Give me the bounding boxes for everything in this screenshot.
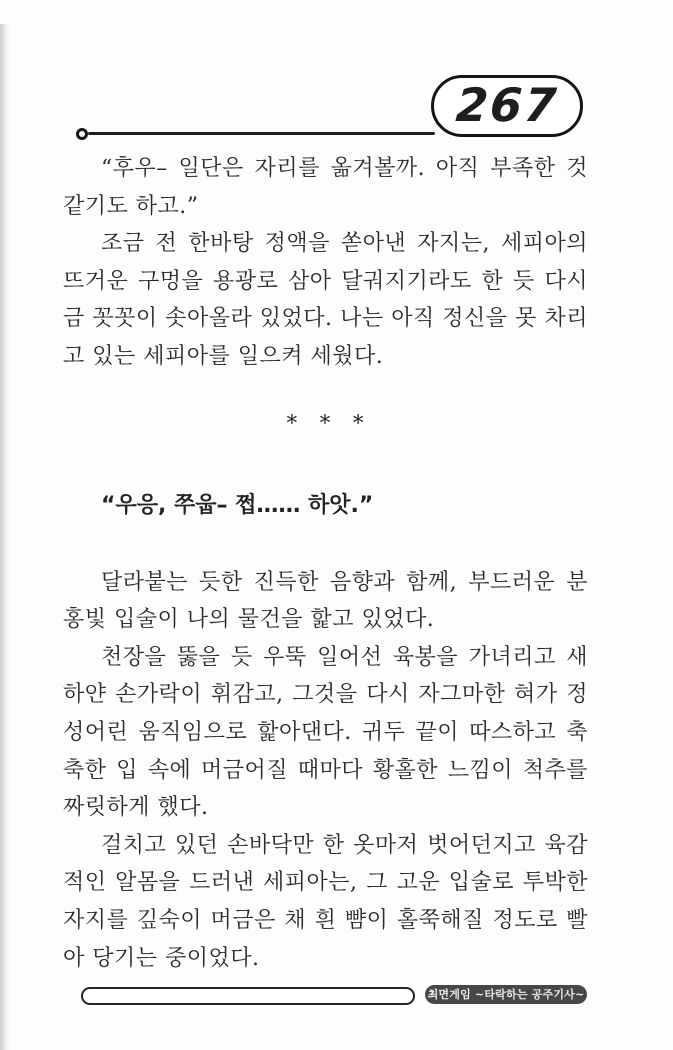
page-body — [63, 150, 588, 977]
page-number-box — [431, 75, 583, 137]
paragraph-narration: 걸치고 있던 손바닥만 한 옷마저 벗어던지고 육감적인 알몸을 드러낸 세피아는, 그 고운 입술로 투박한 자지를 깊숙이 머금은 채 흰 뺨이 홀쭉해질 정도로 빨아 당기는 중이었다. — [63, 832, 588, 971]
header-rule-ring-icon — [76, 128, 88, 140]
series-title-badge — [425, 985, 587, 1004]
paragraph-narration: 천장을 뚫을 듯 우뚝 일어선 육봉을 가녀리고 새하얀 손가락이 휘감고, 그것을 다시 자그마한 혀가 정성어린 움직임으로 핥아댄다. 귀두 끝이 따스하고 축축한 입 속에 머금어질 때마다 황홀한 느낌이 척추를 짜릿하게 했다. — [63, 644, 588, 821]
header-rule — [88, 132, 435, 135]
paragraph-dialogue-bold: “우응, 쭈웁– 쩝…… 하앗.” — [101, 492, 374, 518]
paragraph-narration: 달라붙는 듯한 진득한 음향과 함께, 부드러운 분홍빛 입술이 나의 물건을 핥고 있었다. — [63, 569, 588, 633]
series-title-label: 최면게임 ~타락하는 공주기사~ — [427, 988, 585, 1001]
scene-separator: * * * — [286, 410, 365, 435]
paragraph-dialogue: “후우– 일단은 자리를 옮겨볼까. 아직 부족한 것 같기도 하고.” — [63, 156, 588, 219]
scan-edge-shadow — [0, 24, 11, 1050]
page-number: 267 — [454, 77, 561, 132]
paragraph-narration: 조금 전 한바탕 정액을 쏟아낸 자지는, 세피아의 뜨거운 구멍을 용광로 삼아 달궈지기라도 한 듯 다시금 꼿꼿이 솟아올라 있었다. 나는 아직 정신을 못 차리고 있는 세피아를 일으켜 세웠다. — [63, 231, 588, 369]
footer-rule-pill — [81, 987, 415, 1005]
